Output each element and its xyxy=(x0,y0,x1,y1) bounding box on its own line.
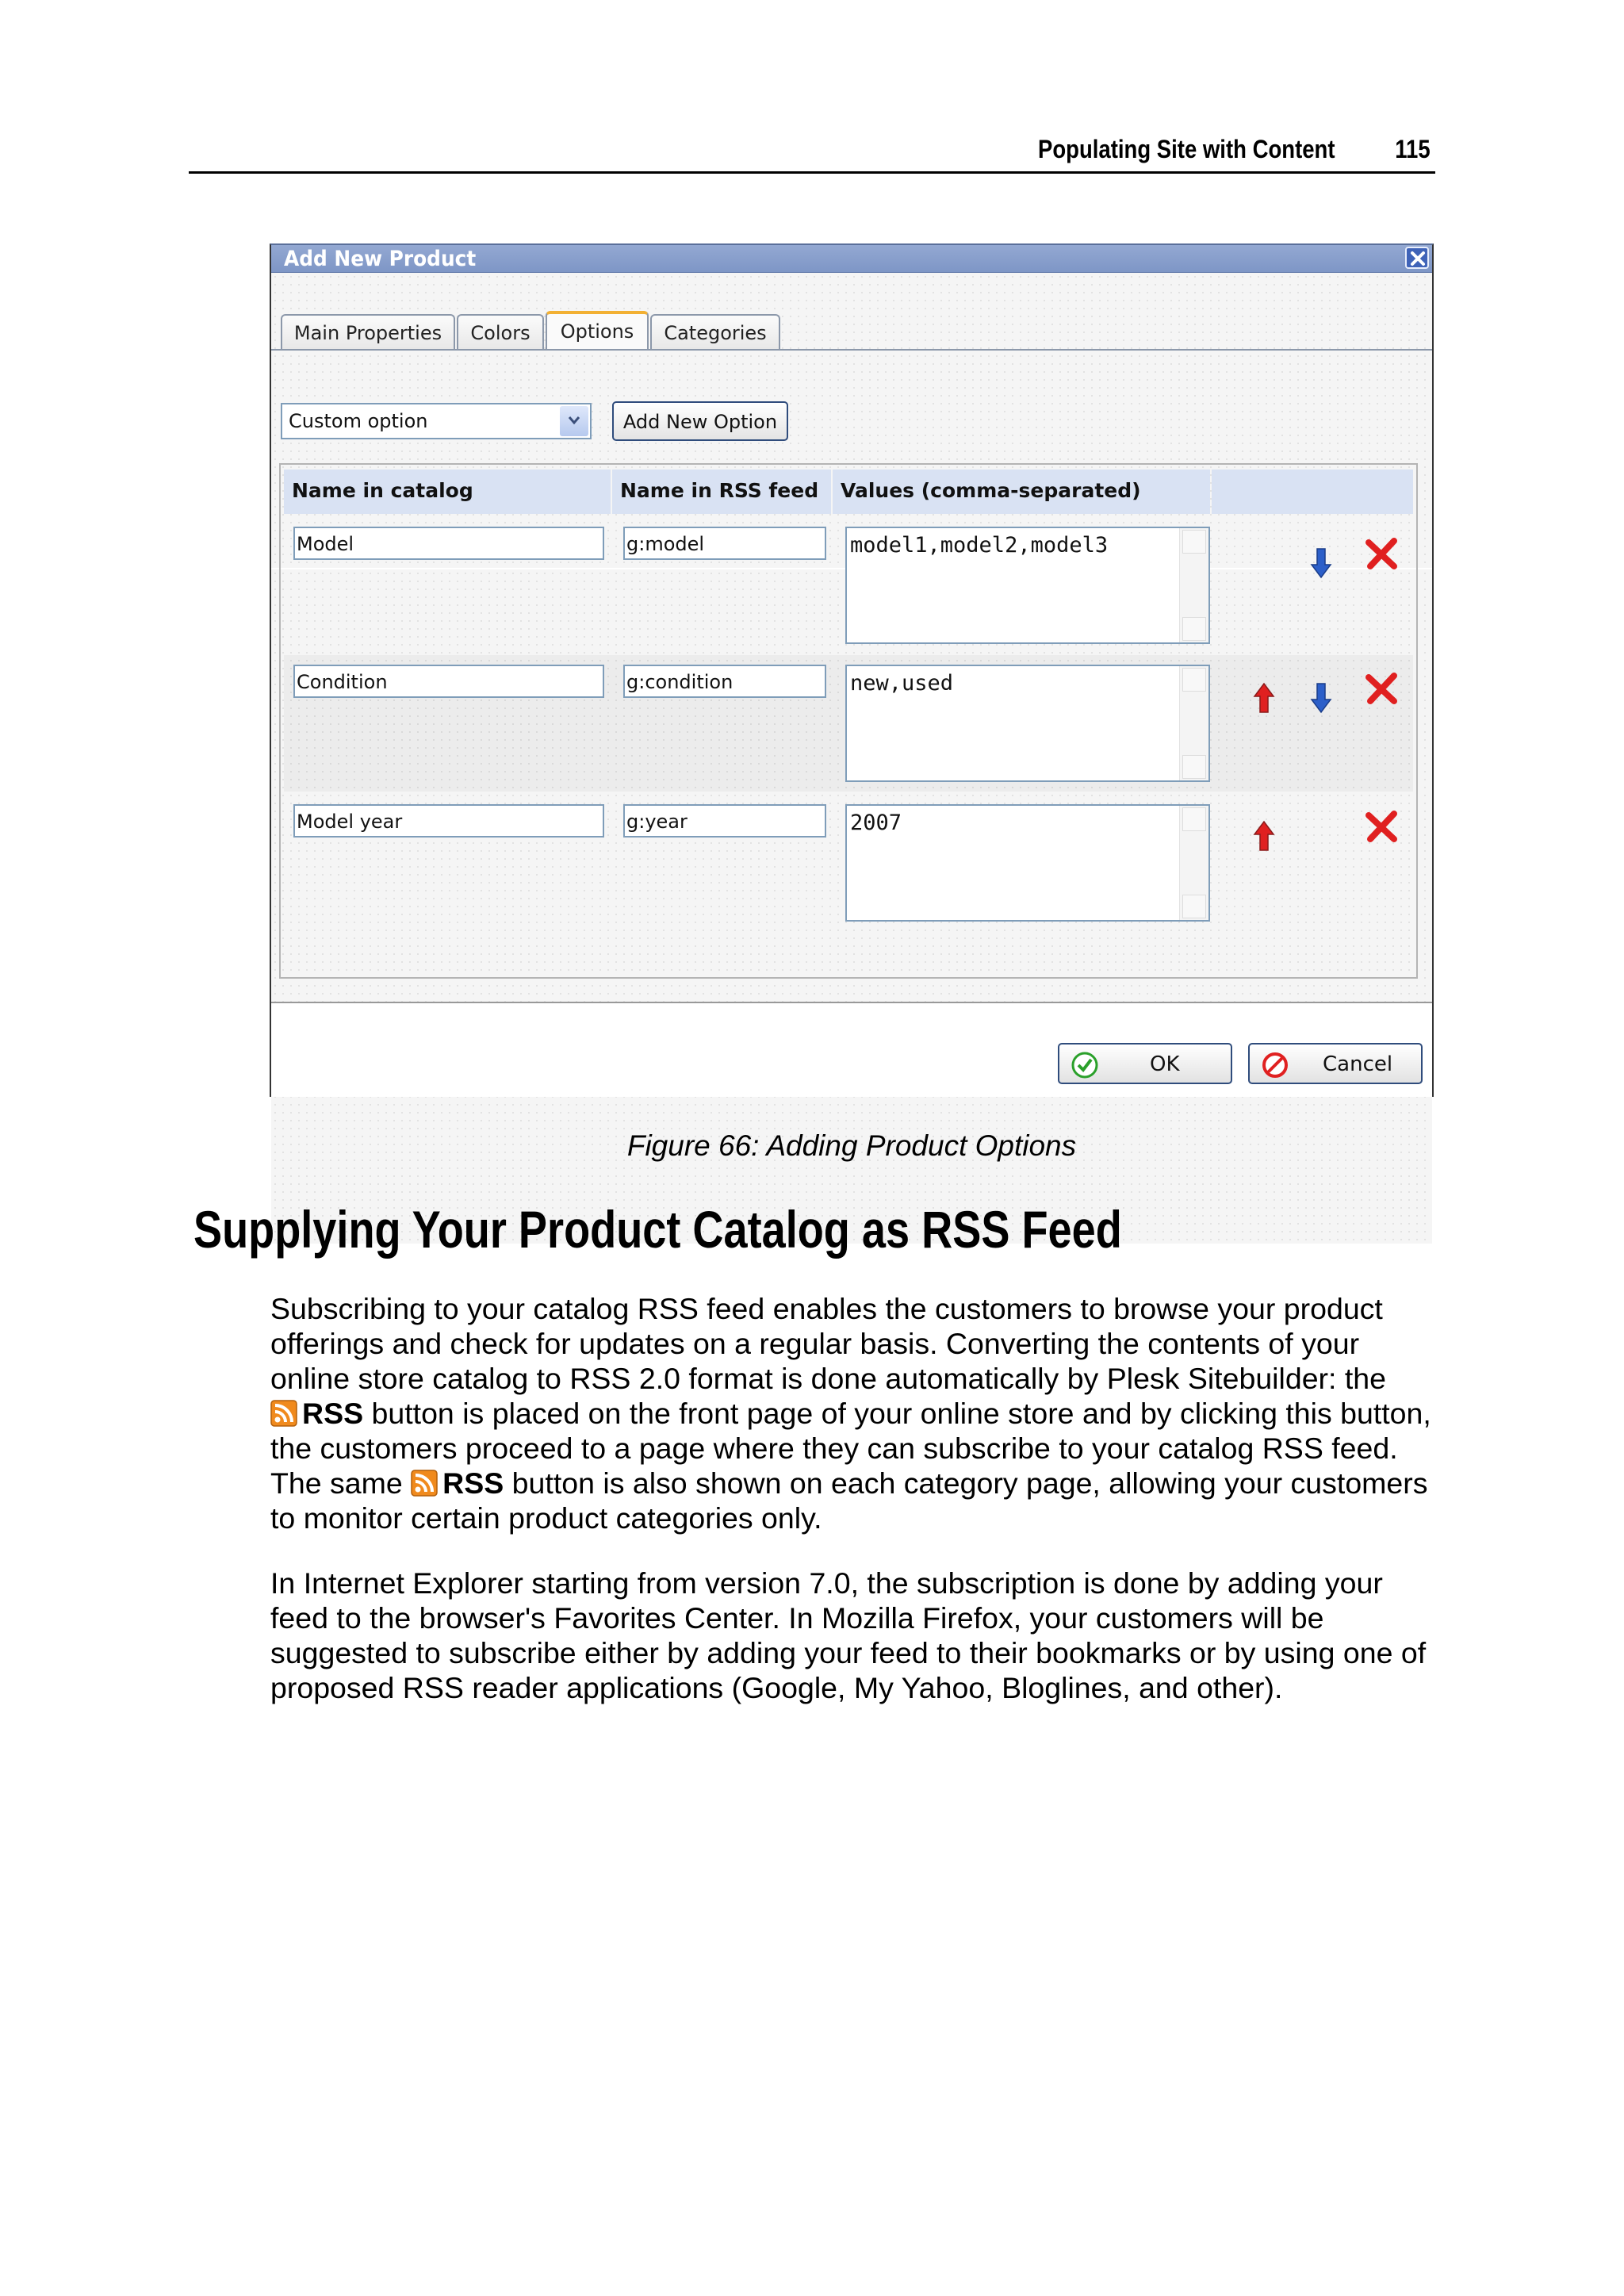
p1-text-b: button is placed on the front page of your online store and by clicking this button, the customers proceed to a page where they can subscribe to your catalog RSS feed. The same xyxy=(270,1397,1431,1500)
tab-categories[interactable]: Categories xyxy=(650,314,780,349)
page-header xyxy=(189,133,1435,174)
table-row xyxy=(284,655,1413,792)
scrollbar[interactable] xyxy=(1179,666,1208,780)
cancel-icon xyxy=(1261,1051,1289,1079)
rss-name-input[interactable]: g:condition xyxy=(623,665,826,698)
catalog-name-input[interactable]: Condition xyxy=(293,665,604,698)
tab-options[interactable]: Options xyxy=(546,311,649,349)
figure-caption: Figure 66: Adding Product Options xyxy=(626,1129,1077,1162)
move-down-icon[interactable] xyxy=(1310,682,1332,714)
tabs-panel xyxy=(271,273,1432,835)
paragraph-2: In Internet Explorer starting from version 7.0, the subscription is done by adding your feed to the browser's Favorites Center. In Mozilla Firefox, your customers will be suggested to subscribe either by adding your feed to their bookmarks or by using one of proposed RSS reader applications (Google, My Yahoo, Bloglines, and other). xyxy=(270,1566,1427,1704)
rss-name-input[interactable]: g:year xyxy=(623,804,826,838)
ok-label: OK xyxy=(1150,1052,1180,1076)
values-text: new,used xyxy=(850,671,954,696)
ok-button[interactable] xyxy=(1058,1043,1232,1084)
tab-baseline xyxy=(271,349,1432,351)
move-up-icon[interactable] xyxy=(1253,682,1275,714)
col-name-in-rss: Name in RSS feed xyxy=(612,470,831,514)
delete-icon[interactable] xyxy=(1364,536,1399,571)
dialog-titlebar xyxy=(271,245,1432,273)
paragraph-1 xyxy=(270,1291,1444,1535)
catalog-name-input[interactable]: Model year xyxy=(293,804,604,838)
rss-label: RSS xyxy=(302,1397,364,1430)
close-icon xyxy=(1409,250,1427,267)
tab-colors[interactable]: Colors xyxy=(457,314,544,349)
values-text: 2007 xyxy=(850,811,902,835)
delete-icon[interactable] xyxy=(1364,809,1399,844)
options-table xyxy=(279,463,1418,979)
check-icon xyxy=(1071,1051,1099,1079)
rss-label: RSS xyxy=(442,1466,504,1500)
tab-main-properties[interactable]: Main Properties xyxy=(281,314,455,349)
rss-icon xyxy=(411,1470,438,1497)
values-textarea[interactable] xyxy=(845,665,1210,782)
col-name-in-catalog: Name in catalog xyxy=(284,470,611,514)
values-textarea[interactable] xyxy=(845,527,1210,644)
dialog-title: Add New Product xyxy=(284,247,477,271)
col-values: Values (comma-separated) xyxy=(833,470,1210,514)
select-dropdown-button[interactable] xyxy=(560,406,588,436)
delete-icon[interactable] xyxy=(1364,671,1399,706)
values-text: model1,model2,model3 xyxy=(850,533,1109,558)
option-type-select[interactable] xyxy=(281,403,592,439)
section-heading: Supplying Your Product Catalog as RSS Feed xyxy=(193,1200,1122,1259)
page-number: 115 xyxy=(1395,135,1431,163)
scrollbar[interactable] xyxy=(1179,528,1208,642)
p1-text-c: button is also shown on each category page, allowing your customers to monitor certain product categories only. xyxy=(270,1466,1428,1535)
scrollbar[interactable] xyxy=(1179,806,1208,920)
table-row xyxy=(284,517,1413,654)
catalog-name-input[interactable]: Model xyxy=(293,527,604,560)
option-type-value: Custom option xyxy=(289,410,428,432)
p1-text-a: Subscribing to your catalog RSS feed enables the customers to browse your product offerings and check for updates on a regular basis. Converting the contents of your online store catalog to RSS 2.0 format is done automatically by Plesk Sitebuilder: the xyxy=(270,1292,1387,1395)
close-button[interactable] xyxy=(1405,247,1429,269)
rss-name-input[interactable]: g:model xyxy=(623,527,826,560)
table-row xyxy=(284,795,1413,931)
add-product-dialog xyxy=(270,243,1434,1097)
chevron-down-icon xyxy=(568,416,580,425)
rss-icon xyxy=(270,1400,297,1427)
cancel-label: Cancel xyxy=(1323,1052,1393,1076)
add-new-option-button[interactable]: Add New Option xyxy=(612,401,788,441)
move-down-icon[interactable] xyxy=(1310,547,1332,579)
col-actions xyxy=(1212,470,1413,514)
values-textarea[interactable] xyxy=(845,804,1210,922)
move-up-icon[interactable] xyxy=(1253,820,1275,852)
header-section-title: Populating Site with Content xyxy=(1038,135,1335,163)
cancel-button[interactable] xyxy=(1248,1043,1423,1084)
